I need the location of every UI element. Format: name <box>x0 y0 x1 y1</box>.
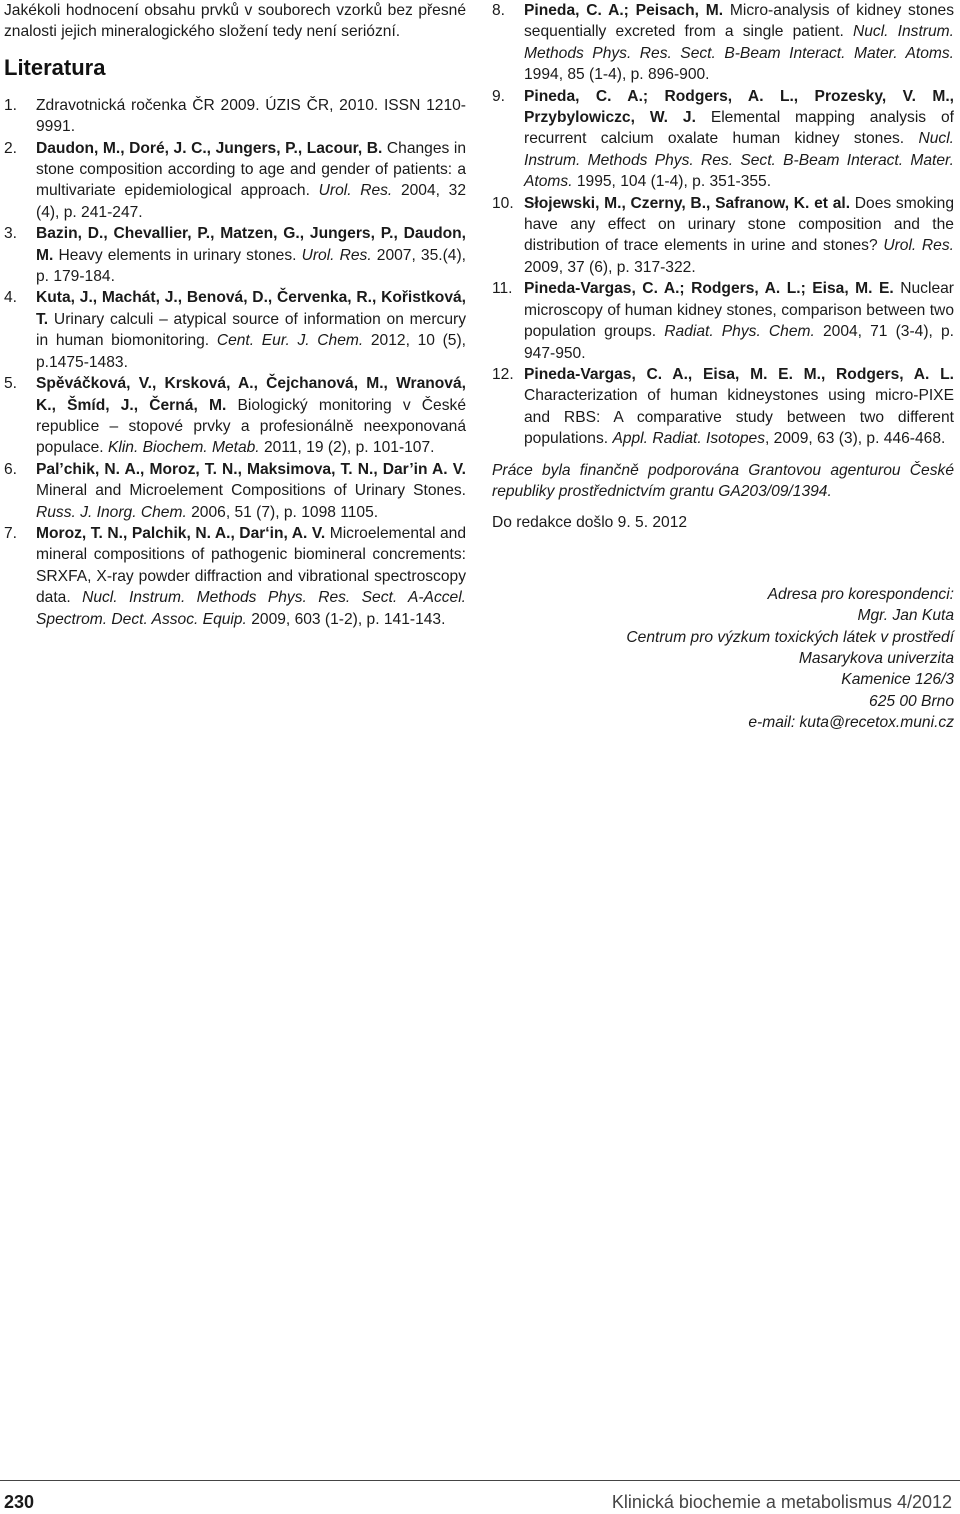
reference-authors: Pineda, C. A.; Peisach, M. <box>524 2 724 19</box>
address-email[interactable]: e-mail: kuta@recetox.muni.cz <box>748 714 954 732</box>
reference-authors: Kuta, J., Machát, J., Benová, D., Červenka, R., Kořistková, T. <box>36 289 466 328</box>
reference-title: Does smoking have any effect on urinary stone composition and the distribution of trace elements in urine and stones? <box>524 194 954 255</box>
reference-item <box>492 0 954 86</box>
reference-title: Changes in stone composition according to age and gender of patients: a multivariate epidemiological approach. <box>36 139 466 200</box>
address-label: Adresa pro korespondenci: <box>767 585 954 603</box>
reference-authors: Pineda, C. A.; Rodgers, A. L., Prozesky, V. M., Przybylowiczc, W. J. <box>524 87 954 127</box>
reference-number: 10. <box>492 194 514 212</box>
reference-number: 11. <box>492 280 513 298</box>
reference-item <box>4 287 466 373</box>
reference-title: Biologický monitoring v České republice – stopové prvky a profesionálně neexponovaná populace. <box>36 396 466 457</box>
reference-number: 7. <box>4 524 18 542</box>
reference-authors: Spěváčková, V., Krsková, A., Čejchanová, M., Wranová, K., Šmíd, J., Černá, M. <box>36 375 466 414</box>
reference-journal: Appl. Radiat. Isotopes <box>612 430 766 448</box>
reference-item <box>492 86 954 193</box>
reference-number: 2. <box>4 139 18 157</box>
reference-journal: Urol. Res. <box>318 182 393 200</box>
reference-journal: Cent. Eur. J. Chem. <box>216 332 364 350</box>
reference-journal: Nucl. Instrum. Methods Phys. Res. Sect. B-Beam Interact. Mater. Atoms. <box>524 130 954 191</box>
reference-number: 5. <box>4 375 18 393</box>
reference-title: Micro-analysis of kidney stones sequentially excreted from a single patient. <box>524 2 954 41</box>
reference-details: 2009, 603 (1-2), p. 141-143. <box>246 610 446 628</box>
address-street: Kamenice 126/3 <box>841 671 954 689</box>
reference-authors: Pineda-Vargas, C. A., Eisa, M. E. M., Rodgers, A. L. <box>524 365 954 383</box>
received-date: Do redakce došlo 9. 5. 2012 <box>492 514 688 532</box>
reference-journal: Klin. Biochem. Metab. <box>107 439 260 457</box>
reference-title: Microelemental and mineral compositions of pathogenic biomineral concrements: SRXFA, X-ray powder diffraction and vibrational spectroscopy data. <box>36 524 466 607</box>
reference-number: 8. <box>492 2 506 19</box>
grant-acknowledgement: Práce byla finančně podporována Grantovou agenturou České republiky prostřednictvím grantu GA203/09/1394. <box>492 461 954 500</box>
reference-title: Mineral and Microelement Compositions of Urinary Stones. <box>36 482 466 500</box>
reference-title: Heavy elements in urinary stones. <box>53 246 302 264</box>
reference-number: 12. <box>492 365 514 383</box>
journal-name: Klinická biochemie a metabolismus 4/2012 <box>611 1492 952 1512</box>
reference-item <box>492 278 954 364</box>
reference-number: 9. <box>492 87 506 105</box>
reference-number: 1. <box>4 96 18 114</box>
reference-details: 2004, 32 (4), p. 241-247. <box>36 182 466 221</box>
address-city: 625 00 Brno <box>869 692 954 710</box>
reference-details: , 2009, 63 (3), p. 446-468. <box>765 430 946 448</box>
reference-item <box>492 193 954 279</box>
reference-title: Characterization of human kidneystones using micro-PIXE and RBS: A comparative study between two different populations. <box>524 387 954 448</box>
reference-authors: Moroz, T. N., Palchik, N. A., Dar‘in, A. V. <box>36 524 326 542</box>
reference-authors: Daudon, M., Doré, J. C., Jungers, P., Lacour, B. <box>36 139 383 157</box>
footer-rule <box>0 1480 960 1481</box>
address-university: Masarykova univerzita <box>798 649 954 667</box>
reference-title: Zdravotnická ročenka ČR 2009. ÚZIS ČR, 2010. ISSN 1210-9991. <box>36 96 466 136</box>
reference-details: 2011, 19 (2), p. 101-107. <box>259 439 435 457</box>
reference-authors: Pal’chik, N. A., Moroz, T. N., Maksimova, T. N., Dar’in A. V. <box>36 460 466 478</box>
left-column <box>4 0 466 630</box>
reference-title: Urinary calculi – atypical source of information on mercury in human biomonitoring. <box>36 310 466 350</box>
correspondence-address <box>492 584 954 734</box>
references-heading: Literatura <box>4 54 106 80</box>
page-number: 230 <box>4 1492 35 1512</box>
reference-number: 6. <box>4 460 18 478</box>
reference-item <box>492 364 954 450</box>
reference-details: 1994, 85 (1-4), p. 896-900. <box>524 66 710 84</box>
reference-journal: Nucl. Instrum. Methods Phys. Res. Sect. A-Accel. Spectrom. Dect. Assoc. Equip. <box>36 589 467 628</box>
reference-details: 2004, 71 (3-4), p. 947-950. <box>524 323 954 362</box>
reference-details: 2012, 10 (5), p.1475-1483. <box>36 332 466 371</box>
reference-journal: Urol. Res. <box>883 237 954 255</box>
reference-details: 2007, 35.(4), p. 179-184. <box>36 246 466 286</box>
reference-item <box>4 95 466 138</box>
reference-item <box>4 223 466 287</box>
reference-details: 2009, 37 (6), p. 317-322. <box>524 258 696 276</box>
reference-title: Elemental mapping analysis of recurrent calcium oxalate human kidney stones. <box>524 109 954 148</box>
reference-details: 1995, 104 (1-4), p. 351-355. <box>572 173 772 191</box>
reference-journal: Nucl. Instrum. Methods Phys. Res. Sect. B-Beam Interact. Mater. Atoms. <box>524 23 954 62</box>
references-list-left <box>4 95 466 630</box>
reference-journal: Russ. J. Inorg. Chem. <box>36 503 187 521</box>
reference-number: 3. <box>4 225 18 243</box>
reference-item <box>4 459 466 523</box>
reference-details: 2006, 51 (7), p. 1098 1105. <box>186 503 379 521</box>
reference-journal: Urol. Res. <box>301 246 372 264</box>
address-institution: Centrum pro výzkum toxických látek v prostředí <box>626 628 954 646</box>
reference-authors: Pineda-Vargas, C. A.; Rodgers, A. L.; Eisa, M. E. <box>524 280 894 298</box>
right-column <box>492 0 954 734</box>
reference-item <box>4 523 466 630</box>
reference-number: 4. <box>4 289 18 307</box>
reference-item <box>4 138 466 224</box>
intro-paragraph: Jakékoli hodnocení obsahu prvků v souborech vzorků bez přesné znalosti jejich mineralogického složení tedy není seriózní. <box>4 2 466 41</box>
address-name: Mgr. Jan Kuta <box>857 607 954 625</box>
references-list-right <box>492 0 954 450</box>
reference-title: Nuclear microscopy of human kidney stones, comparison between two population groups. <box>524 280 954 341</box>
reference-authors: Bazin, D., Chevallier, P., Matzen, G., Jungers, P., Daudon, M. <box>36 225 466 264</box>
reference-item <box>4 373 466 459</box>
reference-journal: Radiat. Phys. Chem. <box>664 323 815 341</box>
reference-authors: Słojewski, M., Czerny, B., Safranow, K. et al. <box>524 194 851 212</box>
